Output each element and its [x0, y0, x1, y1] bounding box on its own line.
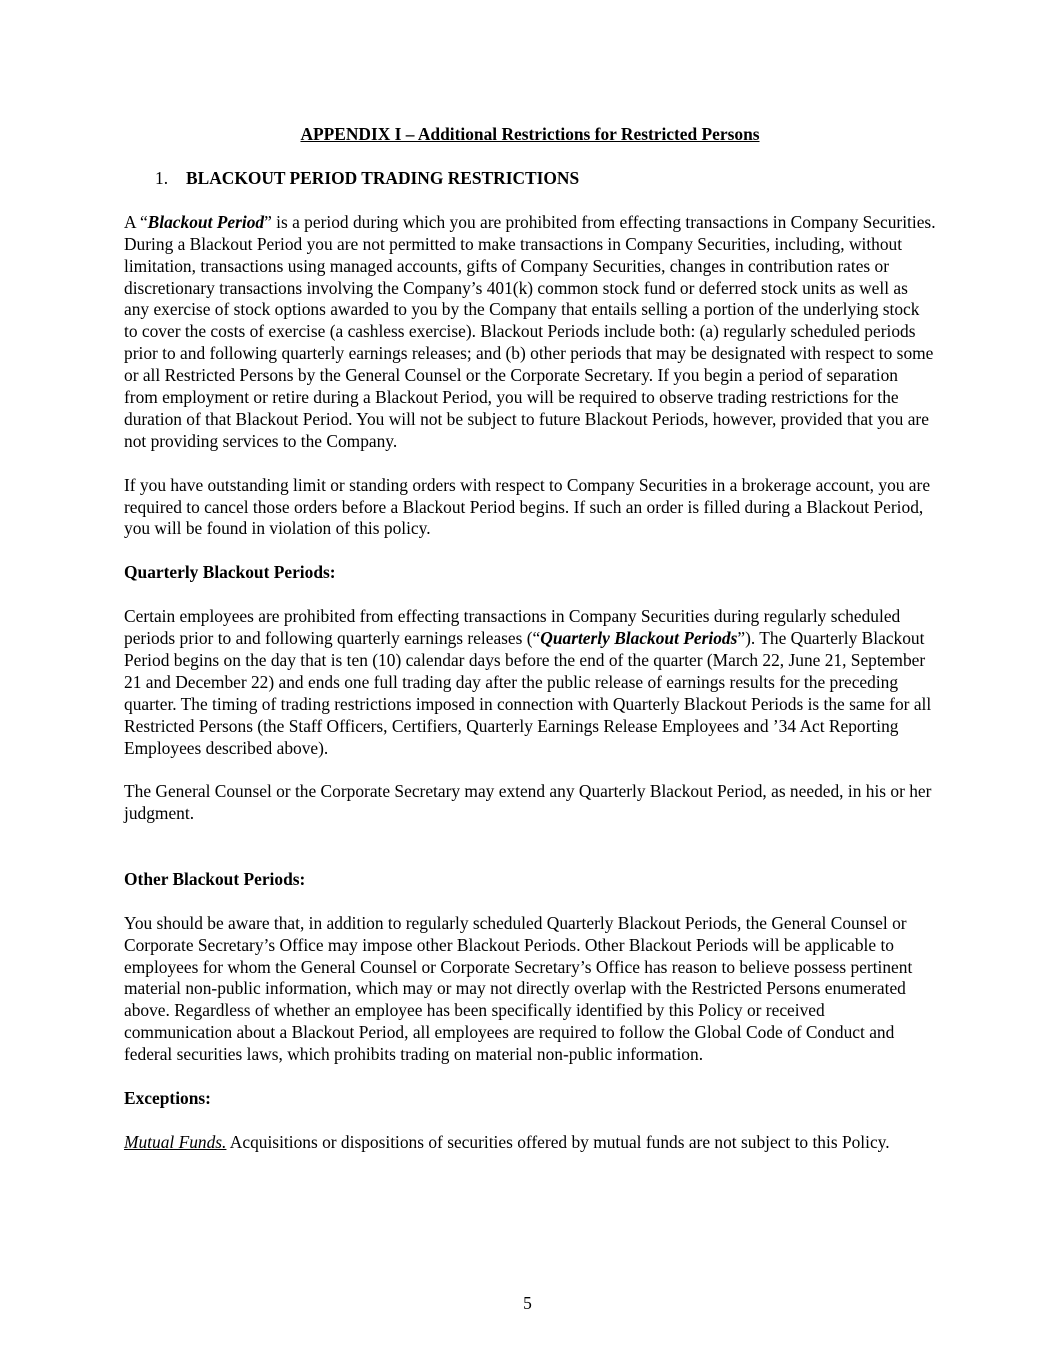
appendix-title: APPENDIX I – Additional Restrictions for Restricted Persons [300, 124, 760, 144]
paragraph-lead: Certain employees are prohibited from effecting transactions in Company Securities during regularly scheduled periods prior to and following quarterly earnings releases (“ [124, 606, 901, 648]
section-heading-text: BLACKOUT PERIOD TRADING RESTRICTIONS [186, 167, 580, 188]
paragraph-rest: ” is a period during which you are prohibited from effecting transactions in Company Securities. During a Blackout Period you are not permitted to make transactions in Company Securities, including, without limitation, transactions using managed accounts, gifts of Company Securities, changes in contribution rates or discretionary transactions involving the Company’s 401(k) common stock fund or deferred stock units as well as any exercise of stock options awarded to you by the Company that entails selling a portion of the underlying stock to cover the costs of exercise (a cashless exercise). Blackout Periods include both: (a) regularly scheduled periods prior to and following quarterly earnings releases; and (b) other periods that may be designated with respect to some or all Restricted Persons by the General Counsel or the Corporate Secretary. If you begin a period of separation from employment or retire during a Blackout Period, you will be required to observe trading restrictions for the duration of that Blackout Period. You will not be subject to future Blackout Periods, however, provided that you are not providing services to the Company. [124, 211, 936, 451]
section-number: 1. [155, 167, 169, 188]
quarterly-paragraph [124, 606, 936, 759]
other-heading: Other Blackout Periods: [124, 868, 306, 889]
mutual-funds-text: Acquisitions or dispositions of securities offered by mutual funds are not subject to this Policy. [226, 1131, 890, 1152]
paragraph-rest: ”). The Quarterly Blackout Period begins on the day that is ten (10) calendar days before the end of the quarter (March 22, June 21, September 21 and December 22) and ends one full trading day after the public release of earnings results for the preceding quarter. The timing of trading restrictions imposed in connection with Quarterly Blackout Periods is the same for all Restricted Persons (the Staff Officers, Certifiers, Quarterly Earnings Release Employees and ’34 Act Reporting Employees described above). [124, 627, 932, 758]
section-heading-blackout [124, 168, 936, 190]
blackout-definition-paragraph [124, 212, 936, 453]
exceptions-heading: Exceptions: [124, 1087, 211, 1108]
quarterly-heading: Quarterly Blackout Periods: [124, 562, 336, 583]
mutual-funds-paragraph [124, 1132, 936, 1154]
document-page [124, 124, 936, 1154]
defined-term-blackout-period: Blackout Period [147, 211, 265, 232]
standing-orders-paragraph: If you have outstanding limit or standing orders with respect to Company Securities in a brokerage account, you are required to cancel those orders before a Blackout Period begins. If such an order is filled during a Blackout Period, you will be found in violation of this policy. [124, 474, 931, 539]
extension-paragraph: The General Counsel or the Corporate Secretary may extend any Quarterly Blackout Period, as needed, in his or her judgment. [124, 781, 932, 824]
other-paragraph: You should be aware that, in addition to regularly scheduled Quarterly Blackout Periods, the General Counsel or Corporate Secretary’s Office may impose other Blackout Periods. Other Blackout Periods will be applicable to employees for whom the General Counsel or Corporate Secretary’s Office has reason to believe possess pertinent material non-public information, which may or may not directly overlap with the Restricted Persons enumerated above. Regardless of whether an employee has been specifically identified by this Policy or received communication about a Blackout Period, all employees are required to follow the Global Code of Conduct and federal securities laws, which prohibits trading on material non-public information. [124, 912, 913, 1065]
defined-term-quarterly-blackout-periods: Quarterly Blackout Periods [540, 627, 738, 648]
paragraph-lead: A “ [124, 211, 148, 232]
mutual-funds-term: Mutual Funds. [124, 1131, 227, 1152]
page-number: 5 [523, 1293, 532, 1313]
